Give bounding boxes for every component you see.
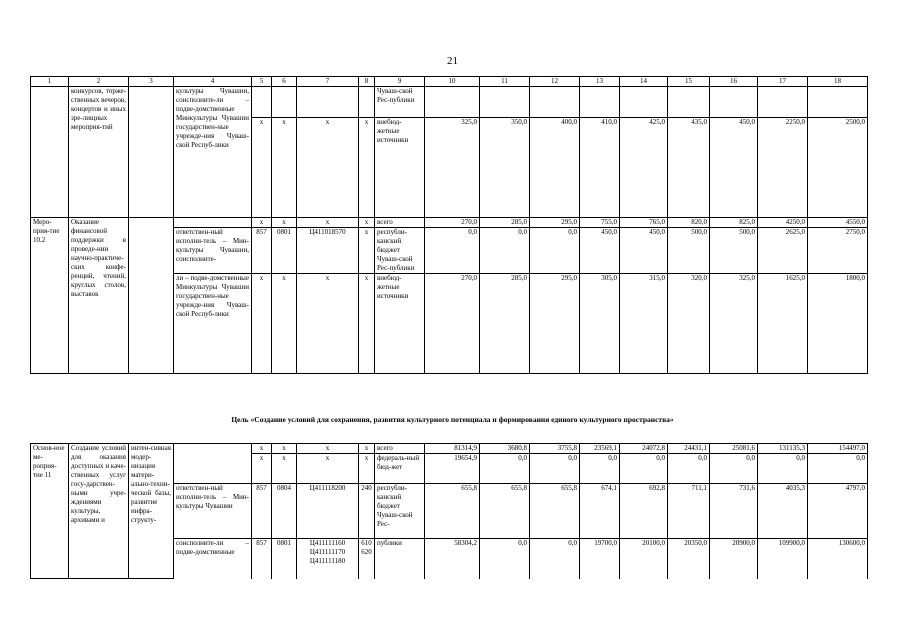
value-cell: 450,0 xyxy=(620,228,668,274)
value-cell: 4797,0 xyxy=(808,484,868,539)
source-cell: республи-канский бюджет Чуваш-ской Рес- xyxy=(375,484,425,539)
code-cell: x xyxy=(252,218,272,228)
executor-cell: соисполните-ли – подве-домственные xyxy=(174,539,252,579)
value-cell: 765,0 xyxy=(620,218,668,228)
header-cell: 4 xyxy=(174,77,252,87)
code-cell: x xyxy=(272,118,297,218)
value-cell: 0,0 xyxy=(425,228,480,274)
value-cell: 4250,0 xyxy=(758,218,808,228)
value-cell: 325,0 xyxy=(425,118,480,218)
cell xyxy=(710,87,758,118)
code-cell: x xyxy=(359,454,375,484)
value-cell: 154497,0 xyxy=(808,444,868,454)
event-name-cell: конкурсов, торже-ственных вечеров, концертов и иных зре-лищных мероприя-тий xyxy=(69,87,129,218)
code-cell: 0801 xyxy=(272,228,297,274)
value-cell: 450,0 xyxy=(710,118,758,218)
measure-name-cell: Оказание финансовой поддержки в проведе-нии научно-практиче-ских конфе-ренций, чтений, круглых столов, выставок xyxy=(69,218,129,374)
value-cell: 0,0 xyxy=(530,539,580,579)
value-cell: 410,0 xyxy=(580,118,620,218)
cell xyxy=(620,87,668,118)
cell xyxy=(580,87,620,118)
code-cell: 857 xyxy=(252,228,272,274)
code-cell: x xyxy=(359,274,375,374)
code-cell: x xyxy=(272,218,297,228)
code-cell: Ц411018570 xyxy=(297,228,359,274)
executor-cell: ответствен-ный исполни-тель – Мин-культуры Чувашии xyxy=(174,484,252,539)
code-cell: x xyxy=(252,274,272,374)
source-cell: федераль-ный бюд-жет xyxy=(375,454,425,484)
code-cell: x xyxy=(272,274,297,374)
value-cell: 4550,0 xyxy=(808,218,868,228)
cell xyxy=(174,444,252,484)
value-cell: 692,8 xyxy=(620,484,668,539)
code-cell: x xyxy=(272,454,297,484)
header-cell: 14 xyxy=(620,77,668,87)
value-cell: 500,0 xyxy=(710,228,758,274)
header-cell: 6 xyxy=(272,77,297,87)
value-cell: 0,0 xyxy=(668,454,710,484)
value-cell: 655,8 xyxy=(530,484,580,539)
measure-name-cell: Создание условий для оказания доступных и каче-ственных услуг госу-дарствен-ными учре-ждениями культуры, архивами и xyxy=(69,444,129,579)
code-cell: 857 xyxy=(252,484,272,539)
code-cell: x xyxy=(359,218,375,228)
value-cell: 285,0 xyxy=(480,274,530,374)
code-cell: x xyxy=(297,274,359,374)
value-cell: 0,0 xyxy=(758,454,808,484)
cell xyxy=(252,87,272,118)
value-cell: 19700,0 xyxy=(580,539,620,579)
value-cell: 2250,0 xyxy=(758,118,808,218)
value-cell: 500,0 xyxy=(668,228,710,274)
value-cell: 131135,3 xyxy=(758,444,808,454)
cell xyxy=(359,87,375,118)
value-cell: 0,0 xyxy=(480,228,530,274)
value-cell: 0,0 xyxy=(480,454,530,484)
cell xyxy=(530,87,580,118)
source-cell: республи-канский бюджет Чуваш-ской Рес-публики xyxy=(375,228,425,274)
cell xyxy=(425,87,480,118)
code-cell: 240 xyxy=(359,484,375,539)
executor-cell: ли – подве-домственные Минкультуры Чувашии государствен-ные учрежде-ния Чуваш-ской Респуб-лики xyxy=(174,274,252,374)
value-cell: 0,0 xyxy=(580,454,620,484)
value-cell: 731,6 xyxy=(710,484,758,539)
code-cell: x xyxy=(359,444,375,454)
header-cell: 7 xyxy=(297,77,359,87)
value-cell: 325,0 xyxy=(710,274,758,374)
lower-table xyxy=(30,443,868,579)
value-cell: 1625,0 xyxy=(758,274,808,374)
cell xyxy=(758,87,808,118)
executor-cell: ответствен-ный исполни-тель – Мин-культуры Чувашии, соисполните- xyxy=(174,228,252,274)
value-cell: 350,0 xyxy=(480,118,530,218)
code-cell: Ц411111160 Ц411111170 Ц411111180 xyxy=(297,539,359,579)
cell xyxy=(668,87,710,118)
value-cell: 320,0 xyxy=(668,274,710,374)
measure-label-cell: Меро-прия-тие 10.2 xyxy=(31,218,69,374)
value-cell: 19654,9 xyxy=(425,454,480,484)
measure-label-cell: Основ-ное ме-роприя-тие 11 xyxy=(31,444,69,579)
cell xyxy=(129,218,174,374)
value-cell: 450,0 xyxy=(580,228,620,274)
value-cell: 270,0 xyxy=(425,274,480,374)
table-row xyxy=(31,87,868,118)
value-cell: 20100,0 xyxy=(620,539,668,579)
value-cell: 24072,8 xyxy=(620,444,668,454)
executor-cell: культуры Чувашии, соисполните-ли – подве-домственные Минкультуры Чувашии государствен-ные учрежде-ния Чуваш-ской Респуб-лики xyxy=(174,87,252,218)
value-cell: 3755,8 xyxy=(530,444,580,454)
value-cell: 25081,6 xyxy=(710,444,758,454)
value-cell: 2750,0 xyxy=(808,228,868,274)
code-cell: x xyxy=(252,454,272,484)
cell xyxy=(272,87,297,118)
value-cell: 825,0 xyxy=(710,218,758,228)
value-cell: 400,0 xyxy=(530,118,580,218)
value-cell: 285,0 xyxy=(480,218,530,228)
header-row xyxy=(31,77,868,87)
source-cell: публики xyxy=(375,539,425,579)
value-cell: 130600,0 xyxy=(808,539,868,579)
value-cell: 655,8 xyxy=(480,484,530,539)
value-cell: 711,1 xyxy=(668,484,710,539)
code-cell: 0801 xyxy=(272,539,297,579)
header-cell: 13 xyxy=(580,77,620,87)
header-cell: 9 xyxy=(375,77,425,87)
code-cell: x xyxy=(272,444,297,454)
cell xyxy=(174,218,252,228)
code-cell: x xyxy=(297,218,359,228)
value-cell: 425,0 xyxy=(620,118,668,218)
value-cell: 295,0 xyxy=(530,274,580,374)
header-cell: 15 xyxy=(668,77,710,87)
source-cell: Чуваш-ской Рес-публики xyxy=(375,87,425,118)
header-cell: 5 xyxy=(252,77,272,87)
cell xyxy=(31,87,69,218)
cell xyxy=(297,87,359,118)
header-cell: 12 xyxy=(530,77,580,87)
value-cell: 0,0 xyxy=(480,539,530,579)
code-cell: 857 xyxy=(252,539,272,579)
value-cell: 58304,2 xyxy=(425,539,480,579)
goal-heading: Цель «Создание условий для сохранения, развития культурного потенциала и формирования единого культурного пространства» xyxy=(231,415,674,424)
source-cell: внебюд-жетные источники xyxy=(375,274,425,374)
header-cell: 3 xyxy=(129,77,174,87)
value-cell: 270,0 xyxy=(425,218,480,228)
code-cell: x xyxy=(297,118,359,218)
table-row xyxy=(31,444,868,454)
value-cell: 2625,0 xyxy=(758,228,808,274)
measure-goal-cell: интен-сивная модер-низация матери-ально-техни-ческой базы, развитие инфра-структу- xyxy=(129,444,174,579)
header-cell: 18 xyxy=(808,77,868,87)
value-cell: 4035,3 xyxy=(758,484,808,539)
value-cell: 23569,1 xyxy=(580,444,620,454)
value-cell: 315,0 xyxy=(620,274,668,374)
value-cell: 24431,1 xyxy=(668,444,710,454)
value-cell: 305,0 xyxy=(580,274,620,374)
value-cell: 0,0 xyxy=(530,454,580,484)
value-cell: 820,0 xyxy=(668,218,710,228)
code-cell: x xyxy=(252,444,272,454)
header-cell: 17 xyxy=(758,77,808,87)
value-cell: 674,1 xyxy=(580,484,620,539)
upper-table xyxy=(30,76,868,374)
value-cell: 0,0 xyxy=(710,454,758,484)
cell xyxy=(129,87,174,218)
code-cell: x xyxy=(297,454,359,484)
code-cell: x xyxy=(359,228,375,274)
value-cell: 0,0 xyxy=(620,454,668,484)
value-cell: 1800,0 xyxy=(808,274,868,374)
header-cell: 8 xyxy=(359,77,375,87)
value-cell: 2500,0 xyxy=(808,118,868,218)
value-cell: 435,0 xyxy=(668,118,710,218)
header-cell: 11 xyxy=(480,77,530,87)
value-cell: 755,0 xyxy=(580,218,620,228)
table-row xyxy=(31,218,868,228)
header-cell: 16 xyxy=(710,77,758,87)
value-cell: 655,8 xyxy=(425,484,480,539)
header-cell: 1 xyxy=(31,77,69,87)
source-cell: внебюд-жетные источники xyxy=(375,118,425,218)
value-cell: 20350,0 xyxy=(668,539,710,579)
page-number: 21 xyxy=(447,55,458,67)
code-cell: x xyxy=(252,118,272,218)
value-cell: 81314,9 xyxy=(425,444,480,454)
source-cell: всего xyxy=(375,444,425,454)
code-cell: Ц411118200 xyxy=(297,484,359,539)
code-cell: 0804 xyxy=(272,484,297,539)
value-cell: 109900,0 xyxy=(758,539,808,579)
header-cell: 2 xyxy=(69,77,129,87)
cell xyxy=(808,87,868,118)
value-cell: 0,0 xyxy=(530,228,580,274)
code-cell: x xyxy=(297,444,359,454)
value-cell: 295,0 xyxy=(530,218,580,228)
code-cell: x xyxy=(359,118,375,218)
source-cell: всего xyxy=(375,218,425,228)
header-cell: 10 xyxy=(425,77,480,87)
value-cell: 0,0 xyxy=(808,454,868,484)
cell xyxy=(480,87,530,118)
value-cell: 3680,8 xyxy=(480,444,530,454)
value-cell: 20900,0 xyxy=(710,539,758,579)
code-cell: 610 620 xyxy=(359,539,375,579)
